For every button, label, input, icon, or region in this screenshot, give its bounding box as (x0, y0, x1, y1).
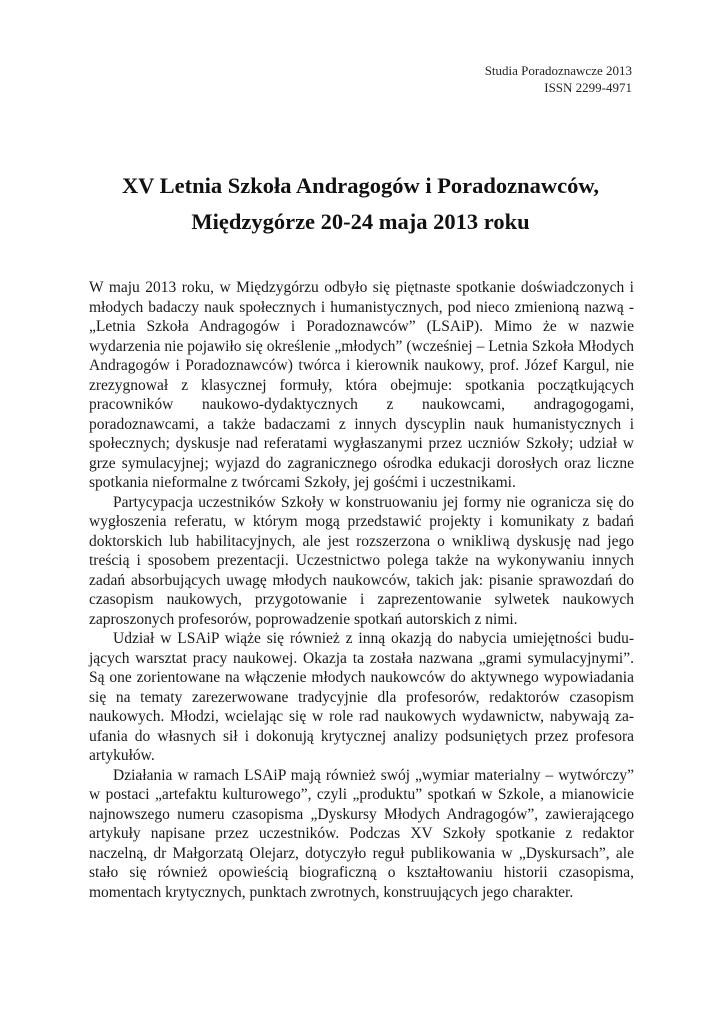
article-body (89, 278, 634, 902)
article-title (60, 168, 661, 240)
journal-header (485, 62, 632, 96)
paragraph-1: W maju 2013 roku, w Międzygórzu odbyło się piętnaste spotkanie doświadczonych i młodych badaczy nauk społecznych i humanistycznych, pod nieco zmienioną nazwą -„Letnia Szkoła Andragogów i Poradoznawców” (LSAiP). Mimo że w nazwie wydarzenia nie pojawiło się określenie „młodych” (wcześniej – Letnia Szkoła Młodych Andragogów i Poradoznawców) twórca i kierownik naukowy, prof. Józef Kargul, nie zrezygnował z klasycznej formuły, która obejmuje: spotkania początkujących pracowników naukowo-dydaktycznych z naukowcami, andragogogami, poradoznawcami, a także badaczami z innych dyscyplin nauk humanistycznych i społecznych; dyskusje nad referatami wygłaszanymi przez uczniów Szkoły; udział w grze symulacyjnej; wyjazd do zagranicznego ośrodka edukacji dorosłych oraz liczne spotkania nieformalne z twórcami Szkoły, jej gośćmi i uczestnikami. (89, 279, 634, 491)
paragraph-3: Udział w LSAiP wiąże się również z inną okazją do nabycia umiejętności budujących warsztat pracy naukowej. Okazja ta została nazwana „grami symulacyjnymi”. Są one zorientowane na włączenie młodych naukowców do aktywnego wypowiadania się na tematy zarezerwowane tradycyjnie dla profesorów, redaktorów czasopism naukowych. Młodzi, wcielając się w role rad naukowych wydawnictw, nabywają zaufania do własnych sił i dokonują krytycznej analizy podsuniętych przez profesora artykułów. (89, 630, 634, 764)
title-line-1: XV Letnia Szkoła Andragogów i Poradoznawców, (121, 173, 600, 198)
issn-number: ISSN 2299-4971 (544, 80, 632, 95)
title-line-2: Międzygórze 20-24 maja 2013 roku (191, 209, 530, 234)
paragraph-2: Partycypacja uczestników Szkoły w konstruowaniu jej formy nie ogranicza się do wygłoszenia referatu, w którym mogą przedstawić projekty i komunikaty z badań doktorskich lub habilitacyjnych, ale jest rozszerzona o wnikliwą dyskusję nad jego treścią i sposobem prezentacji. Uczestnictwo polega także na wykonywaniu innych zadań absorbujących uwagę młodych naukowców, takich jak: pisanie sprawozdań do czasopism naukowych, przygotowanie i zaprezentowanie sylwetek naukowych zaproszonych profesorów, poprowadzenie spotkań autorskich z nimi. (89, 493, 634, 628)
paragraph-4: Działania w ramach LSAiP mają również swój „wymiar materialny – wytwórczy” w postaci „artefaktu kulturowego”, czyli „produktu” spotkań w Szkole, a mianowicie najnowszego numeru czasopisma „Dyskursy Młodych Andragogów”, zawierającego artykuły napisane przez uczestników. Podczas XV Szkoły spotkanie z redaktor naczelną, dr Małgorzatą Olejarz, dotyczyło reguł publikowania w „Dyskursach”, ale stało się również opowieścią biograficzną o kształtowaniu historii czasopisma, momentach krytycznych, punktach zwrotnych, konstruujących jego charakter. (89, 766, 634, 901)
journal-name: Studia Poradoznawcze 2013 (484, 63, 632, 78)
